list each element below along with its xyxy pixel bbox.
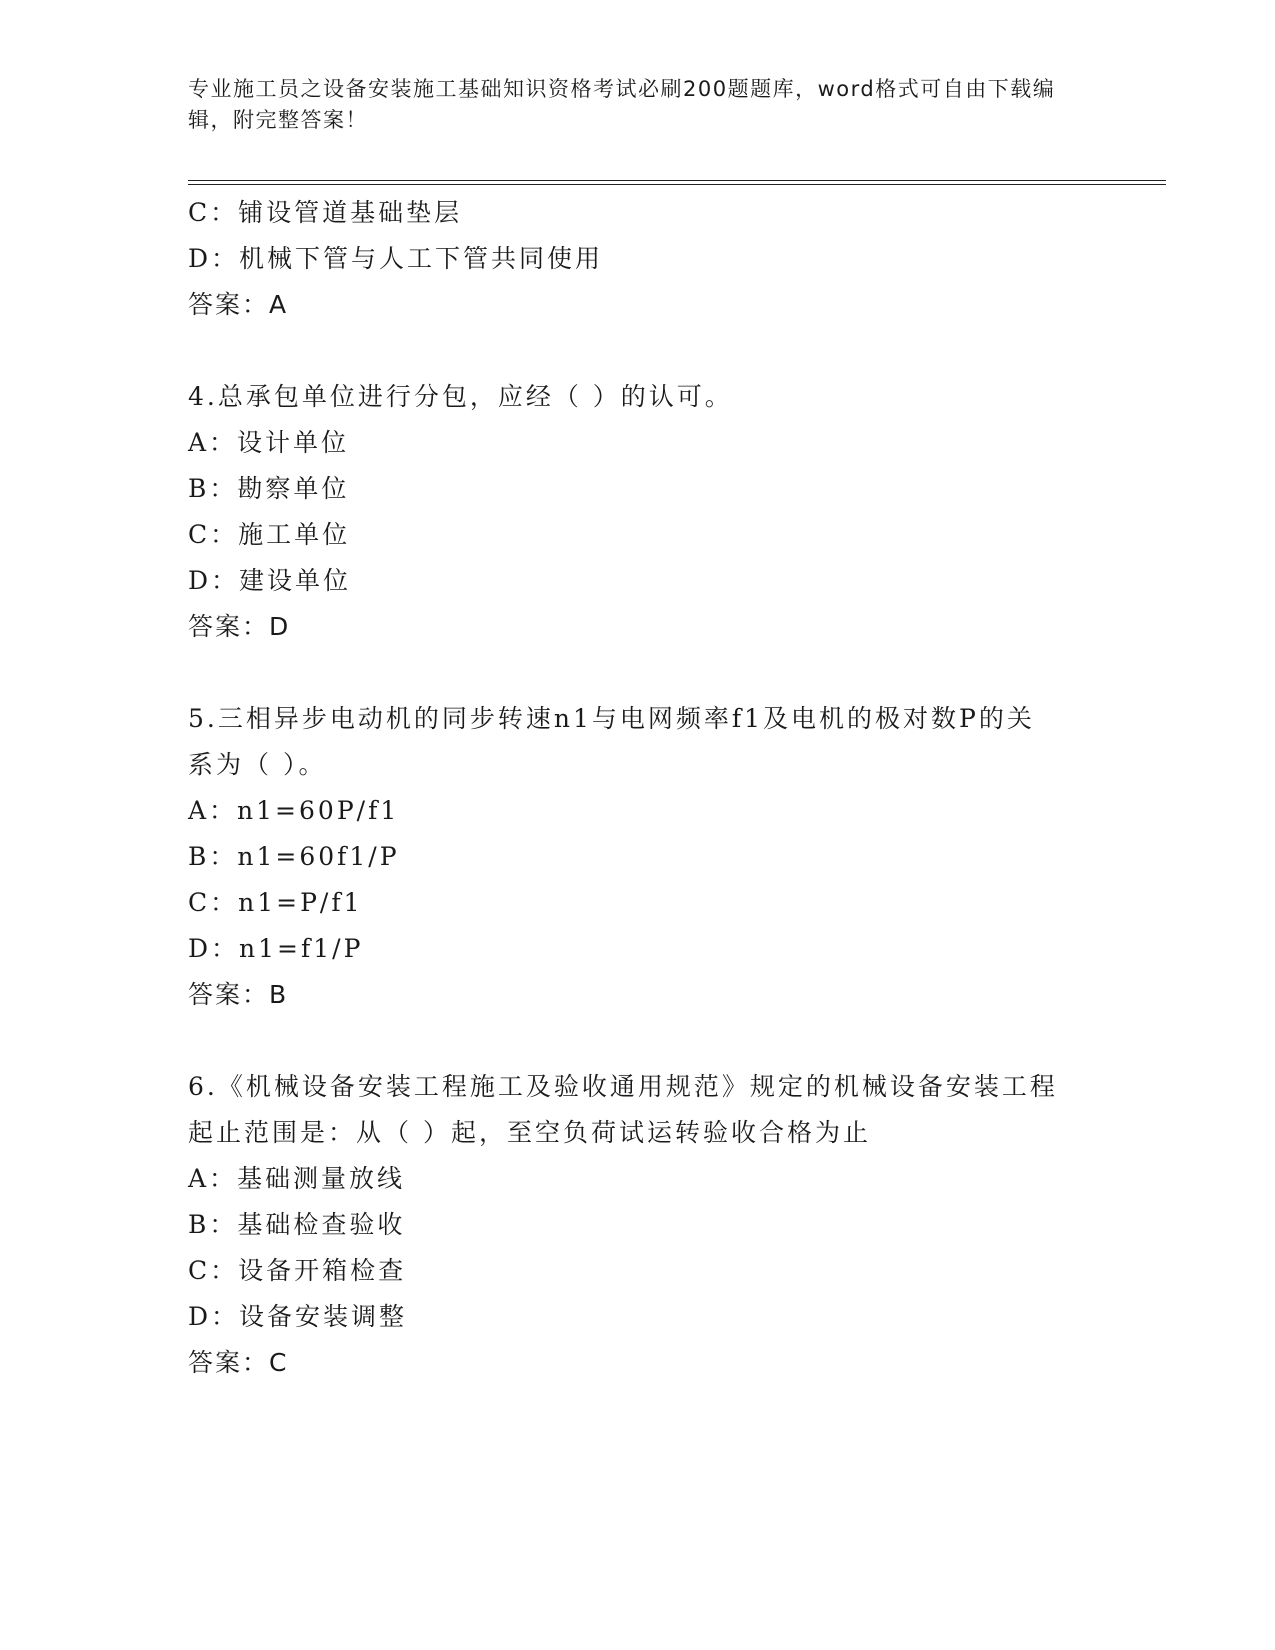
option-a: A：设计单位 <box>188 428 350 457</box>
option-d: D：机械下管与人工下管共同使用 <box>188 244 604 273</box>
option-a: A：基础测量放线 <box>188 1164 406 1193</box>
question-4 <box>188 374 1088 650</box>
option-c: C：设备开箱检查 <box>188 1256 407 1285</box>
option-c: C：铺设管道基础垫层 <box>188 198 463 227</box>
option-b: B：基础检查验收 <box>188 1210 406 1239</box>
question-stem: 6.《机械设备安装工程施工及验收通用规范》规定的机械设备安装工程起止范围是：从（ ）起，至空负荷试运转验收合格为止 <box>188 1072 1058 1147</box>
answer-line: 答案：C <box>188 1348 289 1377</box>
option-d: D：设备安装调整 <box>188 1302 408 1331</box>
header-rule-top <box>188 180 1166 181</box>
answer-line: 答案：B <box>188 980 289 1009</box>
question-5 <box>188 696 1088 1018</box>
header-rule-bottom <box>188 184 1166 185</box>
question-6 <box>188 1064 1088 1386</box>
document-header: 专业施工员之设备安装施工基础知识资格考试必刷200题题库，word格式可自由下载编辑，附完整答案！ <box>188 77 1056 132</box>
option-d: D：建设单位 <box>188 566 352 595</box>
option-a: A：n1=60P/f1 <box>188 796 400 825</box>
option-c: C：n1=P/f1 <box>188 888 363 917</box>
answer-line: 答案：D <box>188 612 291 641</box>
answer-line: 答案：A <box>188 290 289 319</box>
option-c: C：施工单位 <box>188 520 351 549</box>
question-stem: 5.三相异步电动机的同步转速n1与电网频率f1及电机的极对数P的关系为（ ）。 <box>188 704 1035 779</box>
question-stem: 4.总承包单位进行分包，应经（ ）的认可。 <box>188 382 733 411</box>
question-3-tail <box>188 190 1088 328</box>
option-d: D：n1=f1/P <box>188 934 364 963</box>
option-b: B：n1=60f1/P <box>188 842 400 871</box>
option-b: B：勘察单位 <box>188 474 350 503</box>
question-list <box>188 190 1088 1386</box>
